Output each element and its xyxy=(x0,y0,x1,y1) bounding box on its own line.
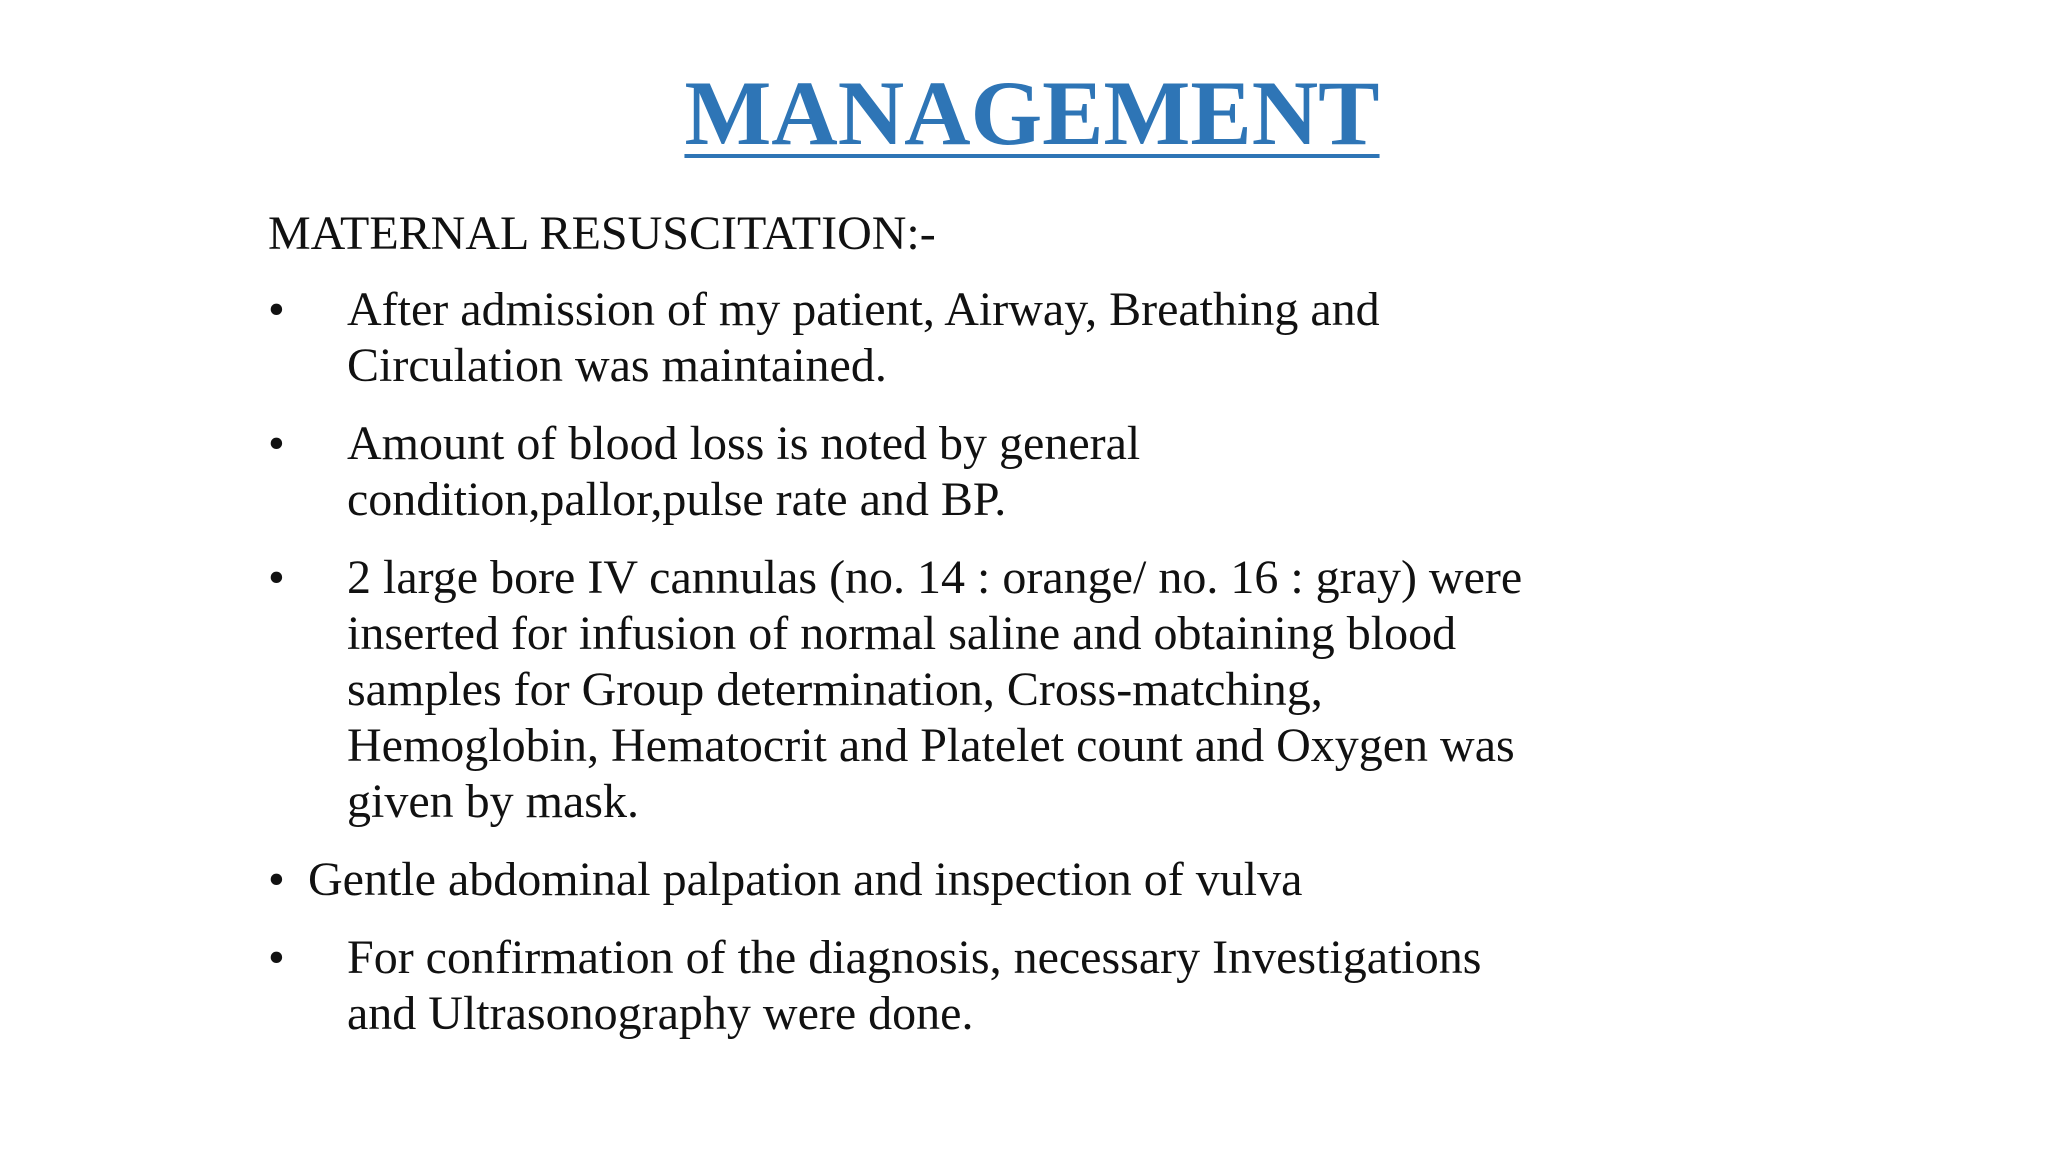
bullet-line: inserted for infusion of normal saline and obtaining blood xyxy=(347,607,1457,660)
bullet-line: Hemoglobin, Hematocrit and Platelet count and Oxygen was xyxy=(347,719,1515,772)
bullet-dot: • xyxy=(268,283,285,336)
bullet-item-2 xyxy=(268,416,1648,528)
slide-title: MANAGEMENT xyxy=(684,62,1380,164)
bullet-item-1 xyxy=(268,282,1648,394)
bullet-line: Gentle abdominal palpation and inspection of vulva xyxy=(308,853,1303,906)
bullet-dot: • xyxy=(268,931,285,984)
bullet-line: 2 large bore IV cannulas (no. 14 : orange/ no. 16 : gray) were xyxy=(347,551,1523,604)
slide-body xyxy=(268,206,1648,1064)
bullet-line: For confirmation of the diagnosis, necessary Investigations xyxy=(347,931,1482,984)
bullet-dot: • xyxy=(268,551,285,604)
bullet-item-4 xyxy=(268,852,1648,908)
bullet-dot: • xyxy=(268,853,285,906)
bullet-line: and Ultrasonography were done. xyxy=(347,987,974,1040)
bullet-line: Amount of blood loss is noted by general xyxy=(347,417,1141,470)
bullet-line: After admission of my patient, Airway, Breathing and xyxy=(347,283,1380,336)
bullet-line: given by mask. xyxy=(347,775,639,828)
bullet-item-3 xyxy=(268,550,1648,830)
bullet-dot: • xyxy=(268,417,285,470)
bullet-line: samples for Group determination, Cross-matching, xyxy=(347,663,1323,716)
bullet-line: condition,pallor,pulse rate and BP. xyxy=(347,473,1007,526)
bullet-item-5 xyxy=(268,930,1648,1042)
bullet-line: Circulation was maintained. xyxy=(347,339,887,392)
section-heading: MATERNAL RESUSCITATION:- xyxy=(268,207,936,260)
